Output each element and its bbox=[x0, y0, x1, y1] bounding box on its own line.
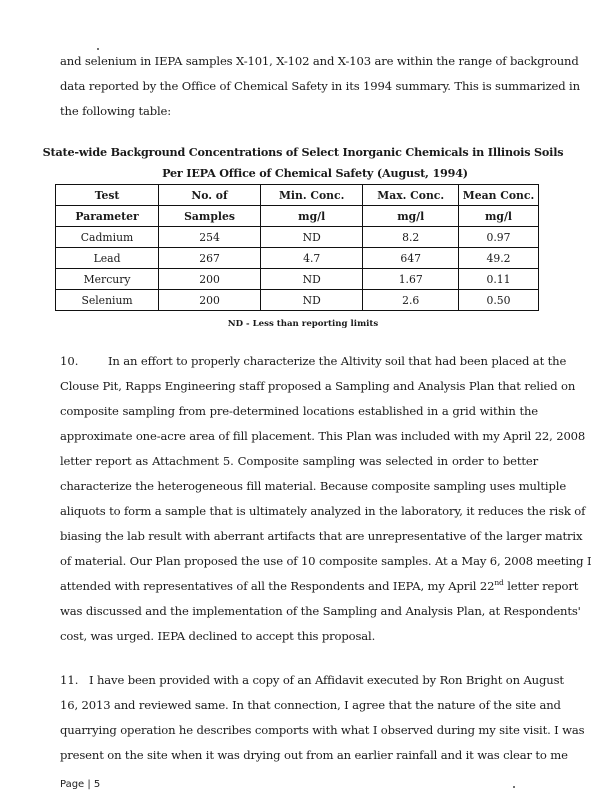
table-cell: 254 bbox=[159, 227, 261, 248]
header-cell: No. of bbox=[159, 185, 261, 206]
table-cell: Cadmium bbox=[56, 227, 159, 248]
intro-line-3: the following table: bbox=[60, 104, 172, 118]
paragraph-10-line: composite sampling from pre-determined locations established in a grid within the bbox=[60, 404, 538, 418]
table-cell: Mercury bbox=[56, 269, 159, 290]
header-cell: Mean Conc. bbox=[459, 185, 539, 206]
ordinal-superscript: nd bbox=[494, 578, 504, 588]
table-header-row-1 bbox=[56, 185, 539, 206]
header-cell: Test bbox=[56, 185, 159, 206]
paragraph-10-line: cost, was urged. IEPA declined to accept this proposal. bbox=[60, 629, 376, 643]
table-footnote: ND - Less than reporting limits bbox=[227, 319, 379, 329]
table-cell: 49.2 bbox=[459, 248, 539, 269]
paragraph-10-line bbox=[60, 578, 579, 593]
table-row bbox=[56, 290, 539, 311]
paragraph-10-line: In an effort to properly characterize the Altivity soil that had been placed at the bbox=[108, 354, 567, 368]
header-cell: Parameter bbox=[56, 206, 159, 227]
paragraph-11-number: 11. bbox=[60, 673, 79, 687]
header-cell: mg/l bbox=[363, 206, 459, 227]
scan-speck bbox=[97, 48, 99, 50]
table-cell: 8.2 bbox=[363, 227, 459, 248]
table-cell: Selenium bbox=[56, 290, 159, 311]
table-row bbox=[56, 227, 539, 248]
paragraph-10-line: approximate one-acre area of fill placement. This Plan was included with my April 22, 2008 bbox=[60, 429, 586, 443]
scan-speck bbox=[513, 786, 515, 788]
table-cell: 200 bbox=[159, 269, 261, 290]
table-cell: 647 bbox=[363, 248, 459, 269]
table-row bbox=[56, 269, 539, 290]
header-cell: Max. Conc. bbox=[363, 185, 459, 206]
table-cell: 4.7 bbox=[260, 248, 362, 269]
intro-line-1: and selenium in IEPA samples X-101, X-102 and X-103 are within the range of background bbox=[60, 54, 579, 68]
paragraph-10-line: characterize the heterogeneous fill material. Because composite sampling uses multiple bbox=[60, 479, 567, 493]
paragraph-10-text: letter report bbox=[503, 579, 579, 593]
header-cell: Min. Conc. bbox=[260, 185, 362, 206]
table-cell: 0.50 bbox=[459, 290, 539, 311]
paragraph-11-line: present on the site when it was drying out from an earlier rainfall and it was clear to me bbox=[60, 748, 568, 762]
table-cell: 267 bbox=[159, 248, 261, 269]
table-subtitle: Per IEPA Office of Chemical Safety (August, 1994) bbox=[162, 166, 468, 180]
paragraph-10-line: aliquots to form a sample that is ultimately analyzed in the laboratory, it reduces the risk of bbox=[60, 504, 586, 518]
paragraph-10-line: letter report as Attachment 5. Composite sampling was selected in order to better bbox=[60, 454, 538, 468]
paragraph-10-line: of material. Our Plan proposed the use of 10 composite samples. At a May 6, 2008 meeting I bbox=[60, 554, 592, 568]
paragraph-10-line: biasing the lab result with aberrant artifacts that are unrepresentative of the larger matrix bbox=[60, 529, 583, 543]
table-cell: 2.6 bbox=[363, 290, 459, 311]
paragraph-11-line: I have been provided with a copy of an Affidavit executed by Ron Bright on August bbox=[89, 673, 564, 687]
table-cell: 1.67 bbox=[363, 269, 459, 290]
page-footer: Page | 5 bbox=[60, 779, 101, 790]
table-cell: 0.97 bbox=[459, 227, 539, 248]
paragraph-10-line: was discussed and the implementation of the Sampling and Analysis Plan, at Respondents' bbox=[60, 604, 581, 618]
table-title: State-wide Background Concentrations of Select Inorganic Chemicals in Illinois Soils bbox=[42, 145, 564, 159]
table-cell: ND bbox=[260, 290, 362, 311]
table-cell: 200 bbox=[159, 290, 261, 311]
paragraph-11-line: 16, 2013 and reviewed same. In that connection, I agree that the nature of the site and bbox=[60, 698, 561, 712]
header-cell: mg/l bbox=[459, 206, 539, 227]
table-cell: ND bbox=[260, 227, 362, 248]
table-cell: ND bbox=[260, 269, 362, 290]
paragraph-10-number: 10. bbox=[60, 354, 79, 368]
table-cell: Lead bbox=[56, 248, 159, 269]
header-cell: mg/l bbox=[260, 206, 362, 227]
header-cell: Samples bbox=[159, 206, 261, 227]
paragraph-10-line: Clouse Pit, Rapps Engineering staff proposed a Sampling and Analysis Plan that relied on bbox=[60, 379, 576, 393]
background-concentrations-table bbox=[55, 184, 539, 311]
intro-line-2: data reported by the Office of Chemical Safety in its 1994 summary. This is summarized in bbox=[60, 79, 580, 93]
paragraph-10-text: attended with representatives of all the Respondents and IEPA, my April 22 bbox=[60, 579, 495, 593]
paragraph-11-line: quarrying operation he describes comports with what I observed during my site visit. I was bbox=[60, 723, 585, 737]
table-header-row-2 bbox=[56, 206, 539, 227]
table-cell: 0.11 bbox=[459, 269, 539, 290]
table-row bbox=[56, 248, 539, 269]
